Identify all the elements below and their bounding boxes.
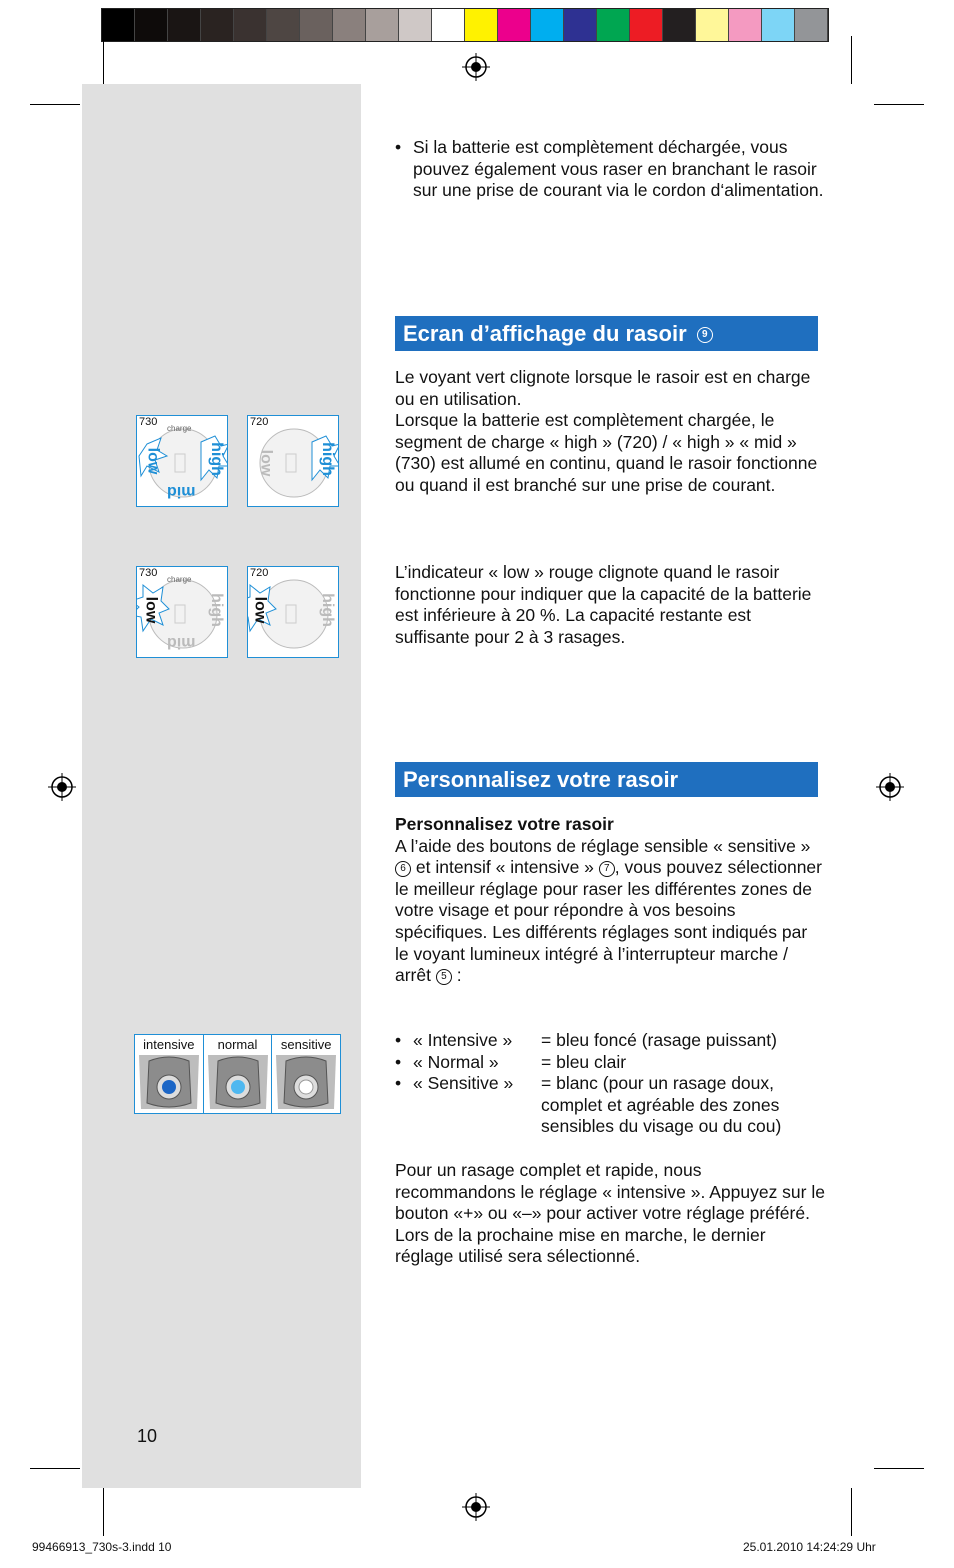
high-segment-label: high: [207, 442, 225, 476]
para-part: A l’aide des boutons de réglage sensible « sensitive »: [395, 835, 811, 856]
crop-mark: [851, 1488, 852, 1536]
color-swatch: [399, 9, 432, 41]
personalize-paragraph: [395, 836, 825, 987]
section-heading-personalize-text: Personnalisez votre rasoir: [403, 767, 679, 792]
mid-segment-label: mid: [167, 634, 196, 651]
list-item: • « Intensive » = bleu foncé (rasage puissant): [395, 1030, 777, 1050]
mode-sensitive: [272, 1035, 340, 1113]
bullet-label: « Sensitive »: [413, 1073, 514, 1094]
registration-mark-icon: [462, 53, 490, 81]
figure-number-badge: 9: [697, 327, 713, 343]
color-swatch: [432, 9, 465, 41]
color-swatch: [366, 9, 399, 41]
color-swatch: [696, 9, 729, 41]
footer-timestamp: 25.01.2010 14:24:29 Uhr: [743, 1540, 876, 1554]
page-number: 10: [137, 1426, 158, 1446]
display-730-full: [136, 415, 228, 507]
low-segment-label: low: [251, 596, 269, 624]
high-segment-label: high: [318, 593, 336, 627]
color-swatch: [300, 9, 333, 41]
recommendation-text: Pour un rasage complet et rapide, nous recommandons le réglage « intensive ». Appuyez sur le bouton «+» ou «–» pour activer votre réglage préféré. Lors de la prochaine mise en marche, le dernier réglage utilisé sera sélectionné.: [395, 1160, 825, 1267]
ref-number-7: 7: [599, 861, 615, 877]
color-swatch: [135, 9, 168, 41]
mode-sensitive-label: sensitive: [280, 1037, 332, 1052]
bullet-value: = blanc (pour un rasage doux, complet et agréable des zones sensibles du visage ou du cou): [541, 1073, 782, 1137]
charge-label: charge: [167, 575, 192, 584]
mode-settings-diagram: [134, 1034, 341, 1114]
list-item: • « Normal » = bleu clair: [395, 1051, 627, 1072]
mode-intensive: [135, 1035, 204, 1113]
low-segment-label: low: [142, 596, 160, 624]
color-swatch: [201, 9, 234, 41]
ref-number-6: 6: [395, 861, 411, 877]
crop-mark: [103, 1488, 104, 1536]
color-swatch: [795, 9, 828, 41]
battery-empty-bullet: • Si la batterie est complètement déchargée, vous pouvez également vous raser en branchant le rasoir sur une prise de courant via le cordon d‘alimentation.: [395, 137, 824, 201]
model-730-label: 730: [139, 416, 158, 428]
battery-empty-text: Si la batterie est complètement déchargée, vous pouvez également vous raser en branchant le rasoir sur une prise de courant via le cordon d‘alimentation.: [413, 137, 824, 201]
para-part: , vous pouvez sélectionner le meilleur réglage pour raser les différentes zones de votre visage et pour répondre à vos besoins spécifiques. Les différents réglages sont indiqués par le voyant lumineux intégré à l’interrupteur marche / arrêt: [395, 857, 822, 986]
color-swatch: [729, 9, 762, 41]
crop-mark: [30, 104, 80, 105]
bullet-label: « Normal »: [413, 1051, 499, 1072]
para-part: :: [456, 965, 462, 986]
personalize-subheading: Personnalisez votre rasoir: [395, 814, 614, 834]
left-gray-column: [82, 84, 361, 1488]
display-730-low: [136, 566, 228, 658]
bullet-value: = bleu foncé (rasage puissant): [541, 1030, 777, 1050]
high-segment-label: high: [207, 593, 225, 627]
model-720-label: 720: [250, 567, 269, 579]
section-heading-personalize: [395, 762, 818, 797]
color-swatch: [564, 9, 597, 41]
ref-number-5: 5: [436, 969, 452, 985]
color-swatch: [663, 9, 696, 41]
personalize-body: [395, 814, 825, 987]
switch-dark-blue-icon: [135, 1053, 203, 1111]
model-730-label: 730: [139, 567, 158, 579]
crop-mark: [103, 36, 104, 84]
full-charge-paragraph: Lorsque la batterie est complètement chargée, le segment de charge « high » (720) / « high » « mid » (730) est allumé en continu, quand le rasoir fonctionne ou quand il est branché sur une prise de courant.: [395, 410, 818, 495]
model-720-label: 720: [250, 416, 269, 428]
mode-normal-label: normal: [217, 1037, 258, 1052]
display-paragraphs: [395, 367, 825, 497]
mode-intensive-label: intensive: [143, 1037, 195, 1052]
mid-segment-label: mid: [167, 483, 196, 500]
charge-label: charge: [167, 424, 192, 433]
crop-mark: [874, 104, 924, 105]
high-segment-label: high: [318, 442, 336, 476]
color-swatch: [597, 9, 630, 41]
switch-light-blue-icon: [204, 1053, 272, 1111]
bullet-value: = bleu clair: [541, 1051, 627, 1072]
crop-mark: [874, 1468, 924, 1469]
color-swatch: [333, 9, 366, 41]
color-calibration-bar: [101, 8, 829, 42]
green-light-paragraph: Le voyant vert clignote lorsque le rasoir est en charge ou en utilisation.: [395, 367, 811, 409]
low-indicator-paragraph: [395, 562, 825, 648]
mode-bullet-list: [395, 1030, 825, 1138]
color-swatch: [498, 9, 531, 41]
section-heading-display: [395, 316, 818, 351]
display-720-full: [247, 415, 339, 507]
color-swatch: [762, 9, 795, 41]
crop-mark: [851, 36, 852, 84]
footer-file-name: 99466913_730s-3.indd 10: [32, 1540, 172, 1554]
low-segment-label: low: [257, 449, 275, 477]
registration-mark-icon: [48, 773, 76, 801]
color-swatch: [630, 9, 663, 41]
switch-white-icon: [272, 1053, 340, 1111]
color-swatch: [465, 9, 498, 41]
low-indicator-text: L’indicateur « low » rouge clignote quand le rasoir fonctionne pour indiquer que la capacité de la batterie est inférieure à 20 %. La capacité restante est suffisante pour 2 à 3 rasages.: [395, 562, 812, 647]
section-heading-display-text: Ecran d’affichage du rasoir: [403, 321, 687, 346]
color-swatch: [267, 9, 300, 41]
color-swatch: [102, 9, 135, 41]
registration-mark-icon: [462, 1493, 490, 1521]
display-720-low: [247, 566, 339, 658]
list-item: • « Sensitive » = blanc (pour un rasage doux, complet et agréable des zones sensibles du visage ou du cou): [395, 1073, 825, 1138]
mode-normal: [204, 1035, 273, 1113]
low-segment-label: low: [144, 447, 162, 475]
para-part: et intensif « intensive »: [415, 857, 594, 878]
color-swatch: [168, 9, 201, 41]
color-swatch: [531, 9, 564, 41]
color-swatch: [234, 9, 267, 41]
crop-mark: [30, 1468, 80, 1469]
registration-mark-icon: [876, 773, 904, 801]
recommendation-paragraph: [395, 1160, 825, 1268]
bullet-label: « Intensive »: [413, 1030, 513, 1050]
